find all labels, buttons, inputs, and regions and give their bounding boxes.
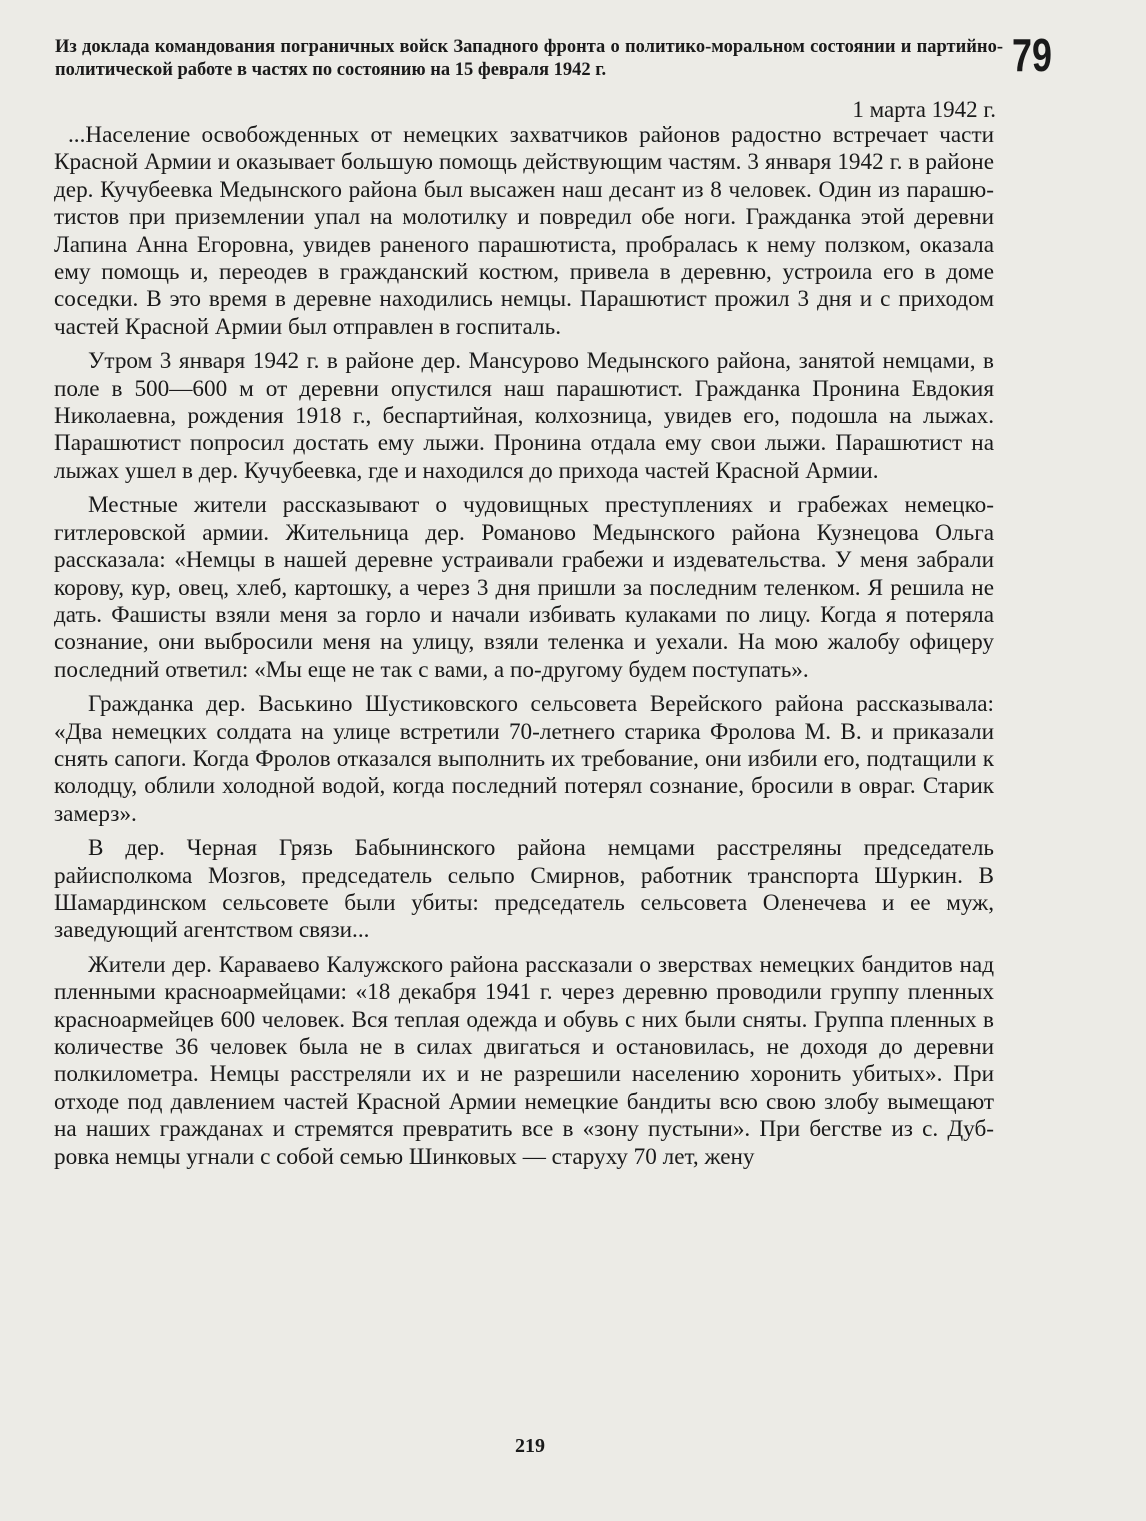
paragraph: Местные жители рассказывают о чудовищных преступлениях и грабежах немецко-гитлеровской армии. Жительница дер. Романово Медынского района Кузнецова Ольга рассказала: «Немцы в нашей деревне устраивали грабежи и издевательства. У меня забрали корову, кур, овец, хлеб, картошку, а через 3 дня пришли за последним теленком. Я решила не дать. Фашисты взяли меня за горло и начали избивать кулаками по лицу. Когда я потеряла сознание, они выбросили меня на улицу, взяли теленка и уехали. На мою жалобу офицеру последний ответил: «Мы еще не так с вами, а по-другому будем поступать».	[54, 492, 994, 683]
paragraph: Жители дер. Караваево Калужского района рассказали о зверствах немецких бандитов над пленными красноармейцами: «18 декабря 1941 г. через деревню проводили группу пленных красноармейцев 600 человек. Вся теплая одежда и обувь с них были сняты. Группа пленных в количестве 36 человек была не в силах двигаться и остановилась, не доходя до деревни полкилометра. Немцы расстреляли их и не разрешили населению хоронить убитых». При отходе под давлением частей Красной Армии немецкие бандиты всю свою злобу вымещают на наших гражданах и стремятся превратить все в «зону пустыни». При бегстве из с. Дубровка немцы угнали с собой семью Шинковых — старуху 70 лет, жену	[54, 951, 994, 1170]
document-body	[54, 122, 994, 1178]
paragraph: В дер. Черная Грязь Бабынинского района немцами расстреляны председатель райисполкома Мозгов, председатель сельпо Смирнов, работник транспорта Шуркин. В Шамардинском сельсовете были убиты: председатель сельсовета Оленечева и ее муж, заведующий агентством связи...	[54, 835, 994, 944]
paragraph: Гражданка дер. Васькино Шустиковского сельсовета Верейского района рассказывала: «Два немецких солдата на улице встретили 70-летнего старика Фролова М. В. и приказали снять сапоги. Когда Фролов отказался выполнить их требование, они избили его, подтащили к колодцу, облили холодной водой, когда последний потерял сознание, бросили в овраг. Старик замерз».	[54, 691, 994, 827]
page-number: 219	[515, 1435, 545, 1457]
paragraph: Утром 3 января 1942 г. в районе дер. Мансурово Медынского района, занятой немцами, в поле в 500—600 м от деревни опустился наш парашютист. Гражданка Пронина Евдокия Николаевна, рождения 1918 г., беспартийная, колхозница, увидев его, подошла на лыжах. Парашютист попросил достать ему лыжи. Пронина отдала ему свои лыжи. Парашютист на лыжах ушел в дер. Кучубеевка, где и находился до прихода частей Красной Армии.	[54, 348, 994, 484]
document-date: 1 марта 1942 г.	[852, 97, 996, 122]
document-heading: Из доклада командования пограничных войск Западного фронта о политико-моральном состоянии и партийно-политической работе в частях по состоянию на 15 февраля 1942 г.	[55, 37, 1003, 80]
paragraph: ...Население освобожденных от немецких захватчиков районов радостно встречает части Красной Армии и оказывает большую помощь действующим частям. 3 января 1942 г. в районе дер. Кучубеевка Медынского района был высажен наш десант из 8 человек. Один из парашютистов при приземлении упал на молотилку и повредил обе ноги. Гражданка этой деревни Лапина Анна Егоровна, увидев раненого парашютиста, пробралась к нему ползком, оказала ему помощь и, переодев в гражданский костюм, привела в деревню, устроила его в доме соседки. В это время в деревне находились немцы. Парашютист прожил 3 дня и с приходом частей Красной Армии был отправлен в госпиталь.	[54, 122, 994, 340]
document-number: 79	[1012, 29, 1052, 81]
